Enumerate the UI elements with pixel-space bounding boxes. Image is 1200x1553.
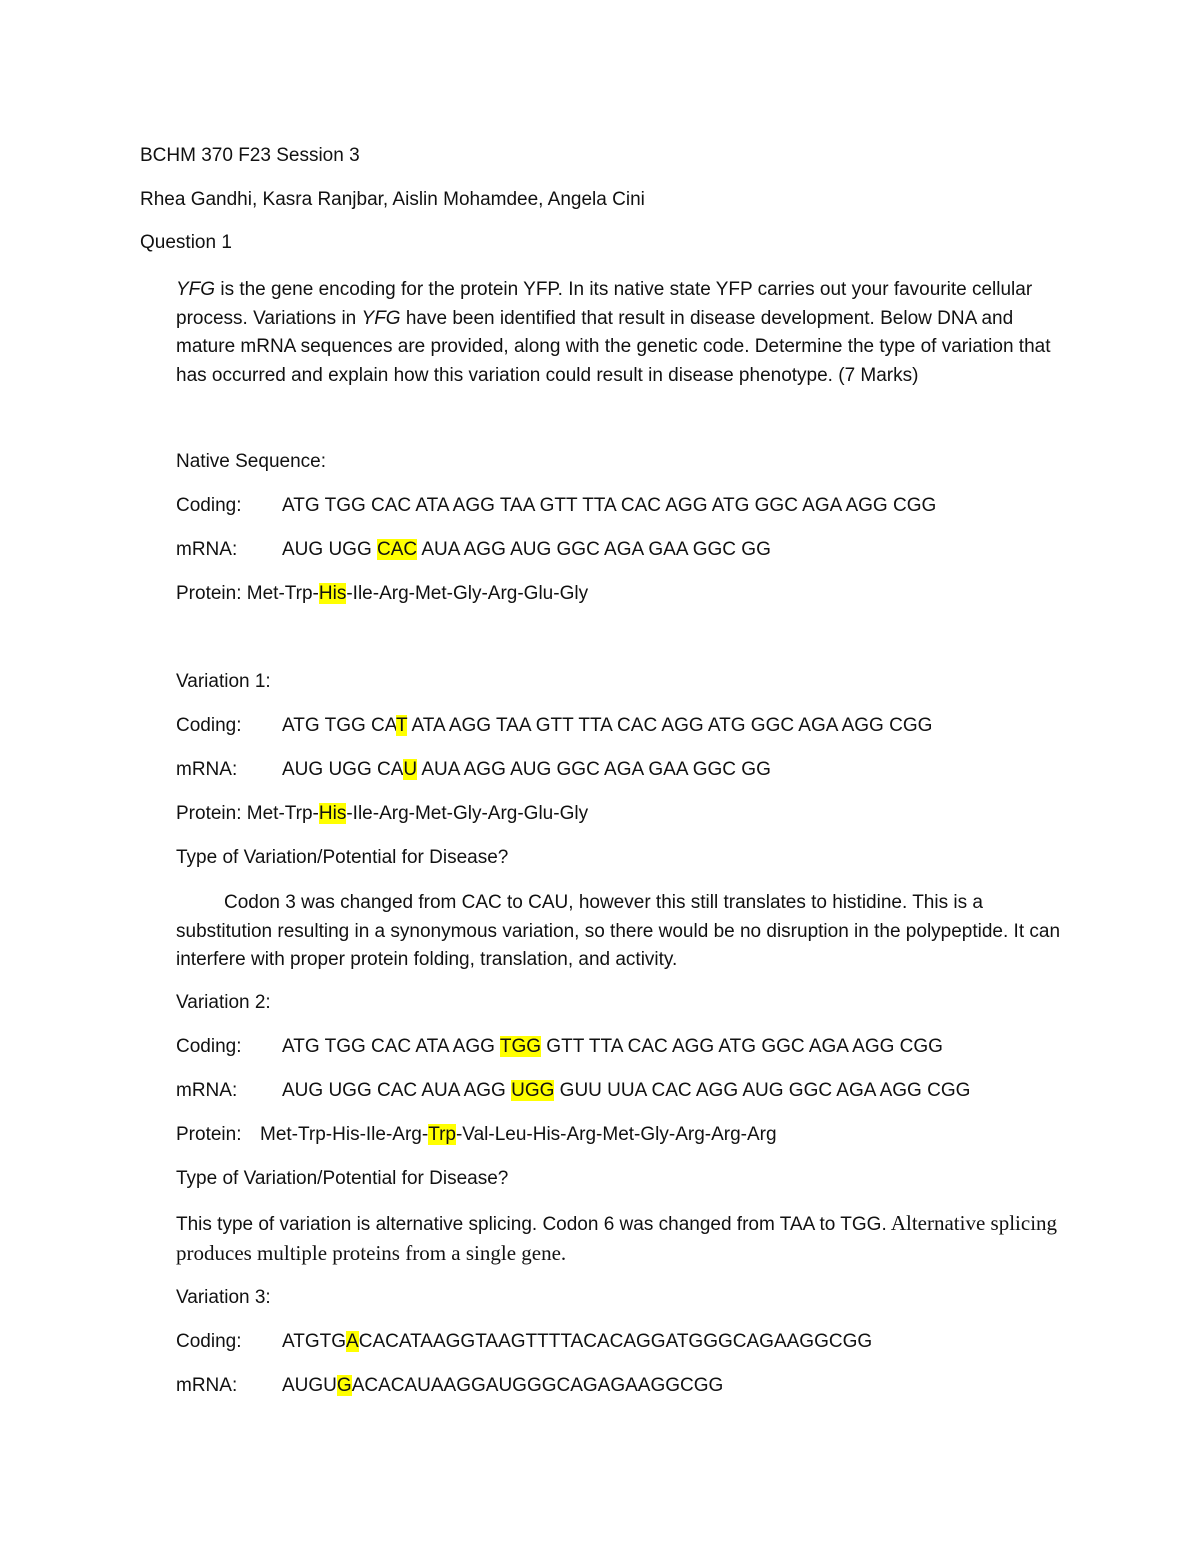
native-sequence-heading: Native Sequence: <box>176 451 326 472</box>
native-coding-row <box>176 495 936 517</box>
gene-name: YFG <box>176 279 216 300</box>
variation2-protein-row <box>176 1124 777 1146</box>
coding-label: Coding: <box>176 1036 242 1057</box>
coding-sequence: ATG TGG CAC ATA AGG TGG GTT TTA CAC AGG ATG GGC AGA AGG CGG <box>282 1036 943 1057</box>
variation1-mrna-row <box>176 759 771 781</box>
mrna-label: mRNA: <box>176 539 238 560</box>
prompt-text: have been identified that result in disease development. Below DNA and mature mRNA sequences are provided, along with the genetic code. Determine the type of variation that has occurred and explain how this variation could result in disease phenotype. (7 Marks) <box>176 307 1051 386</box>
highlighted-codon: CAC <box>377 539 418 560</box>
variation3-coding-row <box>176 1331 872 1353</box>
protein-sequence: Met-Trp-His-Ile-Arg-Met-Gly-Arg-Glu-Gly <box>246 803 589 824</box>
variation3-mrna-row <box>176 1375 723 1397</box>
native-mrna-row <box>176 539 771 561</box>
mrna-label: mRNA: <box>176 1080 238 1101</box>
variation2-answer: This type of variation is alternative splicing. Codon 6 was changed from TAA to TGG. Alternative splicing produces multiple proteins from a single gene. <box>176 1211 1058 1265</box>
highlighted-residue: His <box>318 803 347 824</box>
variation1-protein-row <box>176 803 588 825</box>
highlighted-residue: Trp <box>428 1124 456 1145</box>
author-list: Rhea Gandhi, Kasra Ranjbar, Aislin Mohamdee, Angela Cini <box>140 189 645 210</box>
coding-sequence: ATG TGG CAT ATA AGG TAA GTT TTA CAC AGG ATG GGC AGA AGG CGG <box>282 715 933 736</box>
mrna-sequence: AUG UGG CAC AUA AGG AUG GGC AGA GAA GGC GG <box>282 539 771 560</box>
variation1-type-question: Type of Variation/Potential for Disease? <box>176 847 509 868</box>
highlighted-base: G <box>336 1375 352 1396</box>
variation2-coding-row <box>176 1036 943 1058</box>
mrna-sequence: AUG UGG CAU AUA AGG AUG GGC AGA GAA GGC GG <box>282 759 771 780</box>
protein-label: Protein: <box>176 1124 242 1145</box>
native-protein-row <box>176 583 588 605</box>
coding-label: Coding: <box>176 1331 242 1352</box>
coding-sequence: ATG TGG CAC ATA AGG TAA GTT TTA CAC AGG ATG GGC AGA AGG CGG <box>282 495 937 516</box>
coding-sequence: ATGTGACACATAAGGTAAGTTTTACACAGGATGGGCAGAAGGCGG <box>282 1331 873 1352</box>
highlighted-codon: TGG <box>499 1036 542 1057</box>
mrna-label: mRNA: <box>176 1375 238 1396</box>
variation2-heading: Variation 2: <box>176 992 271 1013</box>
mrna-sequence: AUG UGG CAC AUA AGG UGG GUU UUA CAC AGG AUG GGC AGA AGG CGG <box>282 1080 971 1101</box>
prompt-text: is the gene encoding for the protein YFP. In its native state YFP carries out your favourite cellular process. Variations in <box>176 279 1033 329</box>
highlighted-base: T <box>396 715 408 736</box>
question-heading: Question 1 <box>140 232 232 253</box>
question-prompt <box>176 276 1076 390</box>
course-title: BCHM 370 F23 Session 3 <box>140 145 360 166</box>
variation2-type-question: Type of Variation/Potential for Disease? <box>176 1168 509 1189</box>
variation1-heading: Variation 1: <box>176 671 271 692</box>
variation3-heading: Variation 3: <box>176 1287 271 1308</box>
highlighted-codon: UGG <box>511 1080 555 1101</box>
gene-name: YFG <box>361 307 401 329</box>
highlighted-base: A <box>346 1331 359 1352</box>
highlighted-base: U <box>403 759 418 780</box>
highlighted-residue: His <box>318 583 347 604</box>
mrna-sequence: AUGUGACACAUAAGGAUGGGCAGAGAAGGCGG <box>282 1375 724 1396</box>
variation1-answer: Codon 3 was changed from CAC to CAU, however this still translates to histidine. This is a substitution resulting in a synonymous variation, so there would be no disruption in the polypeptide. It can interfere with proper protein folding, translation, and activity. <box>176 892 1061 971</box>
protein-sequence: Met-Trp-His-Ile-Arg-Trp-Val-Leu-His-Arg-Met-Gly-Arg-Arg-Arg <box>260 1124 777 1145</box>
protein-label: Protein: <box>176 583 242 604</box>
coding-label: Coding: <box>176 495 242 516</box>
variation2-mrna-row <box>176 1080 970 1102</box>
protein-sequence: Met-Trp-His-Ile-Arg-Met-Gly-Arg-Glu-Gly <box>246 583 589 604</box>
coding-label: Coding: <box>176 715 242 736</box>
protein-label: Protein: <box>176 803 242 824</box>
mrna-label: mRNA: <box>176 759 238 780</box>
variation1-coding-row <box>176 715 932 737</box>
